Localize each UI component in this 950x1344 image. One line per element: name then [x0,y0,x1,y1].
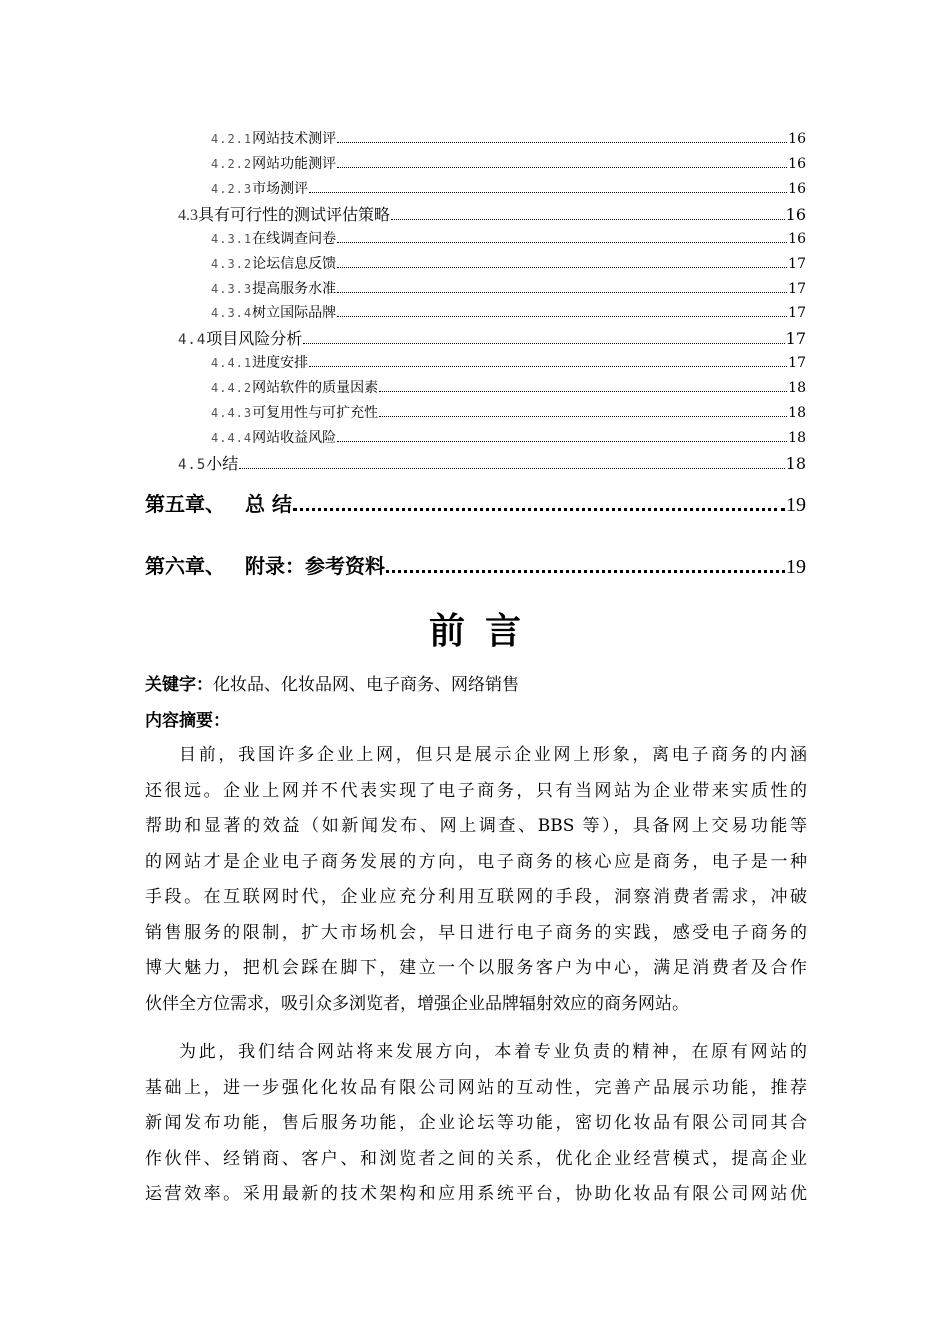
paragraph-line: 手段。在互联网时代，企业应充分利用互联网的手段，洞察消费者需求，冲破 [145,887,807,907]
toc-number: 第五章、 [145,492,225,516]
toc-page: 19 [786,494,806,516]
toc-entry[interactable] [178,326,806,349]
toc-page: 19 [786,556,806,578]
toc-entry[interactable] [145,488,806,517]
toc-page: 17 [785,329,806,348]
toc-page: 16 [785,205,806,224]
paragraph-line: 作伙伴、经销商、客户、和浏览者之间的关系，优化企业经营模式，提高企业 [145,1148,807,1169]
toc-title: 网站功能测评 [252,156,337,172]
toc-title: 小结 [206,454,239,473]
toc-leader [386,570,785,573]
toc-page: 16 [788,131,806,147]
toc-page: 18 [785,454,806,473]
toc-number: 4.4.3 [211,406,253,420]
toc-leader [337,267,787,268]
paragraph-line: 新闻发布功能，售后服务功能，企业论坛等功能，密切化妆品有限公司同其合 [145,1113,807,1133]
toc-leader [309,366,787,367]
toc-number: 4.3.1 [211,232,253,246]
toc-title: 网站软件的质量因素 [252,380,379,396]
paragraph-line: 目前，我国许多企业上网，但只是展示企业网上形象，离电子商务的内涵 [179,745,807,765]
paragraph-line: 还很远。企业上网并不代表实现了电子商务，只有当网站为企业带来实质性的 [145,780,807,801]
toc-leader [337,167,787,168]
paragraph-line: 销售服务的限制，扩大市场机会，早日进行电子商务的实践，感受电子商务的 [145,922,807,943]
abstract-label: 内容摘要： [145,711,230,731]
toc-title: 树立国际品牌 [252,305,337,321]
keywords-text: 化妆品、化妆品网、电子商务、网络销售 [213,675,519,695]
toc-leader [239,468,784,469]
toc-number: 4.3.2 [211,257,253,271]
toc-page: 16 [788,181,806,197]
toc-number: 4.4.1 [211,356,253,370]
keywords-label: 关键字： [145,675,213,695]
toc-title: 总 结 [245,492,292,516]
toc-number: 4.3.4 [211,306,253,320]
paragraph-line: 的网站才是企业电子商务发展的方向，电子商务的核心应是商务，电子是一种 [145,851,807,872]
toc-number: 4.4.4 [211,431,253,445]
paragraph-line: 为此，我们结合网站将来发展方向，本着专业负责的精神，在原有网站的 [179,1042,807,1062]
toc-entry[interactable] [211,153,806,173]
paragraph-line: 运营效率。采用最新的技术架构和应用系统平台，协助化妆品有限公司网站优 [145,1184,807,1204]
toc-entry[interactable] [211,278,806,298]
toc-page: 16 [788,156,806,172]
toc-entry[interactable] [178,451,806,474]
toc-leader [379,416,787,417]
toc-number: 4.3.3 [211,282,253,296]
abstract-paragraph [145,738,807,1022]
toc-page: 18 [788,380,806,396]
toc-title: 附录：参考资料 [245,554,385,578]
abstract-paragraph [145,1035,807,1213]
toc-title: 在线调查问卷 [252,231,337,247]
toc-number: 4.4 [178,332,207,348]
toc-leader [337,242,787,243]
toc-entry[interactable] [211,302,806,322]
paragraph-line: 伙伴全方位需求，吸引众多浏览者，增强企业品牌辐射效应的商务网站。 [145,993,689,1014]
toc-entry[interactable] [211,228,806,248]
paragraph-line: 博大魅力，把机会踩在脚下，建立一个以服务客户为中心，满足消费者及合作 [145,958,807,978]
toc-leader [391,219,785,220]
keywords-line [145,670,519,695]
toc-title: 具有可行性的测试评估策略 [198,205,391,224]
toc-leader [293,508,785,511]
toc-entry[interactable] [178,202,806,225]
toc-leader [337,316,787,317]
toc-title: 市场测评 [252,181,309,197]
toc-number: 4.4.2 [211,381,253,395]
toc-number: 4.3 [178,207,198,224]
toc-page: 17 [788,355,806,371]
toc-page: 17 [788,281,806,297]
toc-entry[interactable] [211,178,806,198]
toc-leader [337,292,787,293]
toc-entry[interactable] [211,352,806,372]
toc-entry[interactable] [145,550,806,579]
toc-number: 4.5 [178,457,207,473]
toc-number: 4.2.1 [211,132,253,146]
toc-title: 网站收益风险 [252,430,337,446]
toc-page: 18 [788,430,806,446]
toc-title: 论坛信息反馈 [252,256,337,272]
toc-leader [309,192,787,193]
toc-title: 提高服务水准 [252,281,337,297]
paragraph-line: 帮助和显著的效益（如新闻发布、网上调查、BBS 等），具备网上交易功能等 [145,816,807,836]
toc-leader [337,142,787,143]
toc-page: 16 [788,231,806,247]
toc-entry[interactable] [211,128,806,148]
toc-leader [379,391,787,392]
toc-number: 4.2.3 [211,182,253,196]
toc-title: 可复用性与可扩充性 [252,405,379,421]
toc-title: 进度安排 [252,355,309,371]
toc-entry[interactable] [211,253,806,273]
toc-leader [337,441,787,442]
toc-leader [303,343,784,344]
toc-entry[interactable] [211,377,806,397]
toc-entry[interactable] [211,427,806,447]
toc-title: 网站技术测评 [252,131,337,147]
paragraph-line: 基础上，进一步强化化妆品有限公司网站的互动性，完善产品展示功能，推荐 [145,1077,807,1098]
toc-number: 4.2.2 [211,157,253,171]
preface-title: 前言 [428,611,541,652]
toc-title: 项目风险分析 [206,329,303,348]
toc-page: 17 [788,305,806,321]
toc-number: 第六章、 [145,554,225,578]
toc-page: 18 [788,405,806,421]
toc-entry[interactable] [211,402,806,422]
toc-page: 17 [788,256,806,272]
